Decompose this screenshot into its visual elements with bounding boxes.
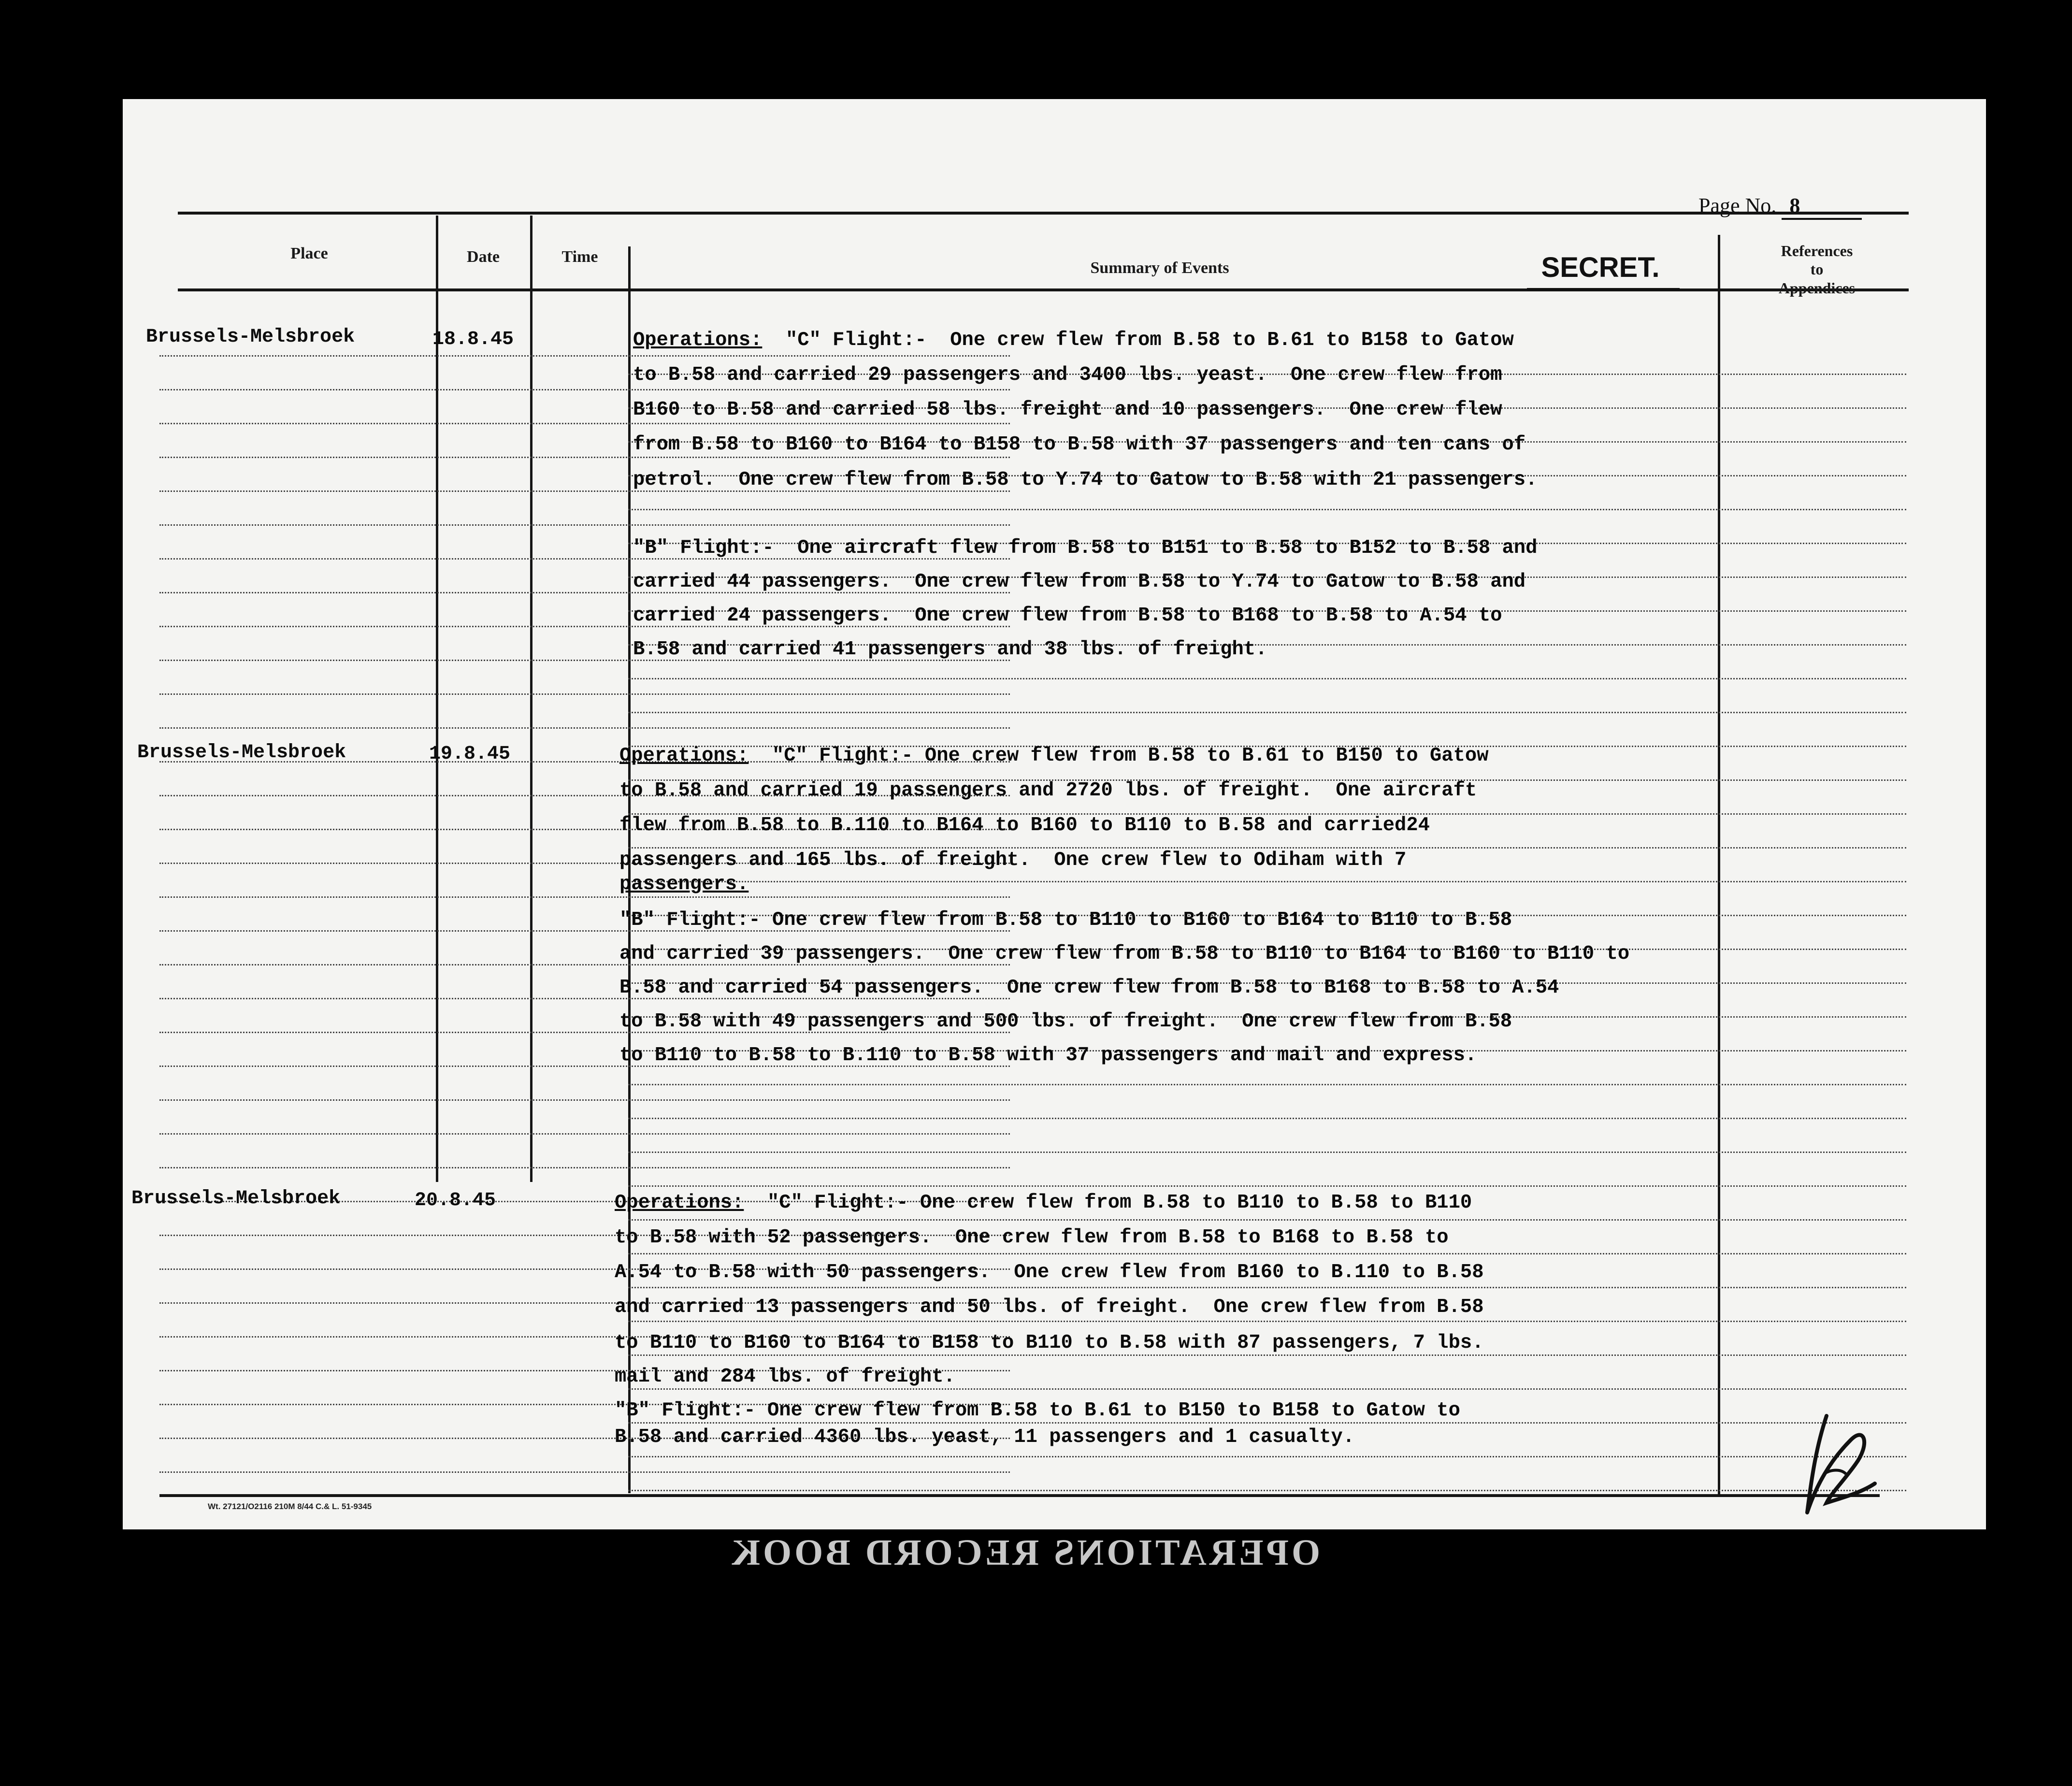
column-header-time: Time: [561, 248, 598, 266]
event-line: passengers.: [619, 873, 749, 895]
entry-place: Brussels-Melsbroek: [146, 326, 355, 348]
event-line: and carried 39 passengers. One crew flew from B.58 to B110 to B164 to B160 to B110 to: [619, 943, 1630, 965]
page-number: [1698, 193, 1862, 220]
summary-ruled-line: [628, 1388, 1906, 1390]
event-line-rest: "C" Flight:- One crew flew from B.58 to B110 to B.58 to B110: [744, 1192, 1472, 1214]
event-line: B160 to B.58 and carried 58 lbs. freight and 10 passengers. One crew flew: [633, 399, 1502, 421]
summary-ruled-line: [628, 1185, 1906, 1187]
summary-ruled-line: [628, 712, 1906, 713]
summary-ruled-line: [628, 678, 1906, 679]
event-line: mail and 284 lbs. of freight.: [615, 1366, 955, 1388]
event-line: B.58 and carried 4360 lbs. yeast, 11 passengers and 1 casualty.: [615, 1426, 1355, 1448]
summary-ruled-line: [628, 1118, 1906, 1119]
place-ruled-line: [159, 727, 1010, 729]
place-ruled-line: [159, 524, 1010, 526]
event-line: to B110 to B160 to B164 to B158 to B110 to B.58 with 87 passengers, 7 lbs.: [615, 1332, 1484, 1354]
event-line: [619, 744, 2072, 767]
summary-ruled-line: [628, 1152, 1906, 1153]
place-ruled-line: [159, 389, 1010, 390]
punch-hole: [1452, 1595, 1488, 1630]
page-number-value: 8: [1782, 193, 1862, 220]
entry-date: 19.8.45: [429, 743, 511, 765]
date-column-rule: [436, 216, 438, 1182]
place-ruled-line: [159, 355, 1010, 357]
event-line: "B" Flight:- One crew flew from B.58 to B.61 to B150 to B158 to Gatow to: [615, 1399, 1460, 1422]
header-top-rule: [178, 212, 1909, 215]
event-line: to B.58 and carried 29 passengers and 3400 lbs. yeast. One crew flew from: [633, 364, 1502, 386]
entry-place: Brussels-Melsbroek: [131, 1188, 341, 1210]
table-bottom-rule: [159, 1494, 1880, 1497]
place-ruled-line: [159, 1133, 1010, 1135]
place-ruled-line: [159, 693, 1010, 695]
operations-heading: Operations:: [633, 329, 763, 351]
event-line: A.54 to B.58 with 50 passengers. One crew flew from B160 to B.110 to B.58: [615, 1261, 1484, 1283]
place-ruled-line: [159, 457, 1010, 458]
column-header-references: References to Appendices: [1778, 242, 1856, 297]
summary-ruled-line: [628, 1422, 1906, 1424]
summary-ruled-line: [628, 509, 1906, 510]
entry-date: 20.8.45: [415, 1190, 496, 1211]
column-header-summary: Summary of Events: [1090, 259, 1229, 277]
summary-ruled-line: [628, 1253, 1906, 1254]
punch-hole-slot: [1763, 1643, 1782, 1711]
summary-ruled-line: [628, 1354, 1906, 1356]
page-number-label: Page No.: [1698, 194, 1777, 217]
summary-ruled-line: [628, 1490, 1906, 1491]
event-line: [615, 1191, 2072, 1214]
event-line: carried 24 passengers. One crew flew from B.58 to B168 to B.58 to A.54 to: [633, 605, 1502, 627]
summary-ruled-line: [628, 1321, 1906, 1322]
event-line: carried 44 passengers. One crew flew from B.58 to Y.74 to Gatow to B.58 and: [633, 571, 1526, 593]
classification-underline: [1527, 288, 1680, 290]
column-header-place: Place: [290, 245, 328, 262]
event-line: to B.58 with 52 passengers. One crew flew from B.58 to B168 to B.58 to: [615, 1226, 1449, 1249]
event-line: "B" Flight:- One aircraft flew from B.58 to B151 to B.58 to B152 to B.58 and: [633, 537, 1538, 559]
place-ruled-line: [159, 896, 1010, 898]
summary-ruled-line: [628, 1456, 1906, 1457]
place-ruled-line: [159, 423, 1010, 424]
entry-place: Brussels-Melsbroek: [137, 742, 346, 763]
event-line: to B.58 and carried 19 passengers and 2720 lbs. of freight. One aircraft: [619, 779, 1477, 802]
event-line: [633, 329, 2072, 352]
summary-ruled-line: [628, 1219, 1906, 1221]
event-line: B.58 and carried 41 passengers and 38 lbs. of freight.: [633, 638, 1267, 661]
place-ruled-line: [159, 1471, 1010, 1473]
event-line-rest: "C" Flight:- One crew flew from B.58 to B.61 to B150 to Gatow: [748, 745, 1489, 767]
event-line: B.58 and carried 54 passengers. One crew flew from B.58 to B168 to B.58 to A.54: [619, 977, 1559, 999]
event-line: petrol. One crew flew from B.58 to Y.74 to Gatow to B.58 with 21 passengers.: [633, 469, 1538, 491]
summary-ruled-line: [628, 1084, 1906, 1085]
form-number: Wt. 27121/O2116 210M 8/44 C.& L. 51-9345: [208, 1502, 372, 1511]
book-title-showthrough: OPERATIONS RECORD BOOK: [728, 1532, 1321, 1573]
summary-ruled-line: [628, 1287, 1906, 1288]
classification-stamp: SECRET.: [1541, 252, 1660, 283]
place-ruled-line: [159, 1099, 1010, 1101]
initials-signature: [1798, 1401, 1885, 1527]
event-line: and carried 13 passengers and 50 lbs. of freight. One crew flew from B.58: [615, 1296, 1484, 1318]
event-line-rest: "C" Flight:- One crew flew from B.58 to B.61 to B158 to Gatow: [762, 329, 1514, 351]
operations-heading: Operations:: [619, 745, 749, 767]
entry-date: 18.8.45: [432, 329, 514, 350]
time-column-rule: [530, 216, 532, 1182]
punch-hole-slot: [264, 1609, 283, 1686]
event-line: to B110 to B.58 to B.110 to B.58 with 37 passengers and mail and express.: [619, 1044, 1477, 1066]
event-line: flew from B.58 to B.110 to B164 to B160 to B110 to B.58 and carried24: [619, 814, 1430, 836]
operations-heading: Operations:: [615, 1192, 744, 1214]
event-line: "B" Flight:- One crew flew from B.58 to B110 to B160 to B164 to B110 to B.58: [619, 909, 1512, 931]
place-ruled-line: [159, 1167, 1010, 1168]
event-line: passengers and 165 lbs. of freight. One crew flew to Odiham with 7: [619, 849, 1407, 871]
punch-hole: [561, 1585, 596, 1620]
column-header-date: Date: [467, 248, 500, 266]
event-line: to B.58 with 49 passengers and 500 lbs. of freight. One crew flew from B.58: [619, 1010, 1512, 1033]
event-line: from B.58 to B160 to B164 to B158 to B.58 with 37 passengers and ten cans of: [633, 433, 1526, 456]
punch-hole: [1252, 1614, 1284, 1647]
